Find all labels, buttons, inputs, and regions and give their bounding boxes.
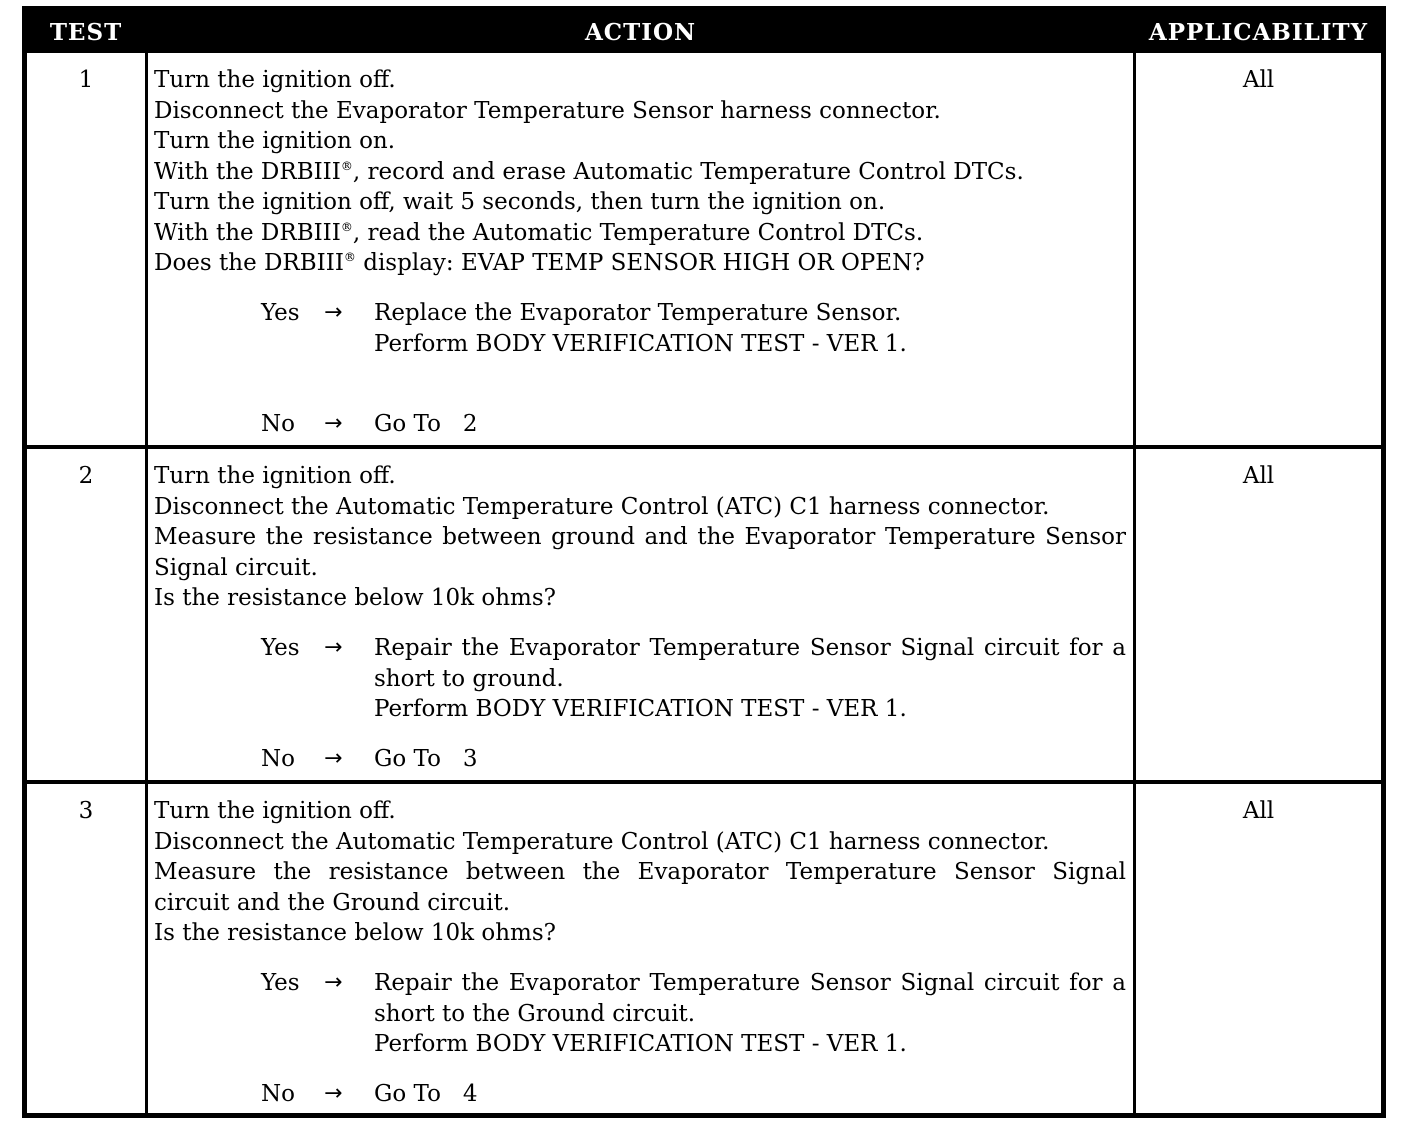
- action-step: Measure the resistance between the Evaporator Temperature Sensor Signal circuit and the Ground circuit.: [154, 859, 1126, 916]
- applicability-cell: [1136, 449, 1381, 780]
- header-test: TEST: [49, 18, 123, 46]
- yes-label: Yes: [261, 635, 300, 661]
- header-action: ACTION: [584, 18, 697, 46]
- action-steps: [148, 784, 1133, 949]
- applicability-cell: [1136, 784, 1381, 1113]
- applicability-value: All: [1242, 463, 1275, 489]
- arrow-icon: →: [324, 1081, 343, 1106]
- no-action: Go To 2: [374, 411, 478, 437]
- arrow-icon: →: [324, 746, 343, 771]
- action-step: Disconnect the Evaporator Temperature Sensor harness connector.: [154, 97, 941, 124]
- yes-action: Replace the Evaporator Temperature Sensor.: [374, 300, 902, 326]
- yes-label: Yes: [261, 970, 300, 996]
- yes-actions: [374, 633, 1126, 725]
- no-label: No: [261, 411, 295, 437]
- arrow-icon: →: [324, 411, 343, 436]
- action-step: With the DRBIII®, read the Automatic Temperature Control DTCs.: [154, 219, 924, 246]
- action-step: Disconnect the Automatic Temperature Control (ATC) C1 harness connector.: [154, 493, 1050, 520]
- test-number: 1: [78, 67, 94, 93]
- test-number: 2: [78, 463, 94, 489]
- test-number-cell: [27, 53, 145, 445]
- arrow-icon: →: [324, 635, 343, 660]
- yes-action: Perform BODY VERIFICATION TEST - VER 1.: [374, 1031, 907, 1057]
- no-action: Go To 4: [374, 1081, 478, 1107]
- arrow-icon: →: [324, 300, 343, 325]
- action-step: Does the DRBIII® display: EVAP TEMP SENSOR HIGH OR OPEN?: [154, 250, 925, 276]
- no-label: No: [261, 1081, 295, 1107]
- action-step: Measure the resistance between ground and the Evaporator Temperature Sensor Signal circuit.: [154, 524, 1126, 581]
- applicability-value: All: [1242, 67, 1275, 93]
- registered-mark: ®: [340, 219, 353, 234]
- test-number: 3: [78, 798, 94, 824]
- yes-action: Perform BODY VERIFICATION TEST - VER 1.: [374, 330, 907, 357]
- diagnostic-test-table: [22, 6, 1386, 1118]
- action-steps: [148, 53, 1133, 279]
- test-number-cell: [27, 784, 145, 1113]
- yes-actions: [374, 968, 1126, 1060]
- arrow-icon: →: [324, 970, 343, 995]
- no-action: Go To 3: [374, 746, 478, 772]
- test-number-cell: [27, 449, 145, 780]
- header-applicability: APPLICABILITY: [1148, 18, 1369, 46]
- action-step: Turn the ignition on.: [154, 128, 396, 154]
- action-cell: [148, 53, 1133, 445]
- yes-actions: [374, 298, 1126, 359]
- action-cell: [148, 449, 1133, 780]
- no-label: No: [261, 746, 295, 772]
- action-step: Turn the ignition off.: [154, 798, 396, 824]
- action-steps: [148, 449, 1133, 614]
- yes-action: Perform BODY VERIFICATION TEST - VER 1.: [374, 696, 907, 722]
- registered-mark: ®: [343, 250, 356, 264]
- action-step: Is the resistance below 10k ohms?: [154, 920, 556, 946]
- action-step: Is the resistance below 10k ohms?: [154, 585, 556, 611]
- yes-label: Yes: [261, 300, 300, 326]
- action-step: Turn the ignition off, wait 5 seconds, then turn the ignition on.: [154, 189, 886, 215]
- action-step: Turn the ignition off.: [154, 463, 396, 489]
- applicability-cell: [1136, 53, 1381, 445]
- action-step: With the DRBIII®, record and erase Automatic Temperature Control DTCs.: [154, 158, 1024, 185]
- applicability-value: All: [1242, 798, 1275, 824]
- action-step: Disconnect the Automatic Temperature Control (ATC) C1 harness connector.: [154, 828, 1050, 855]
- action-cell: [148, 784, 1133, 1113]
- action-step: Turn the ignition off.: [154, 67, 396, 93]
- yes-action: Repair the Evaporator Temperature Sensor Signal circuit for a short to ground.: [374, 635, 1126, 692]
- registered-mark: ®: [340, 158, 353, 173]
- yes-action: Repair the Evaporator Temperature Sensor Signal circuit for a short to the Ground circuit.: [374, 970, 1126, 1027]
